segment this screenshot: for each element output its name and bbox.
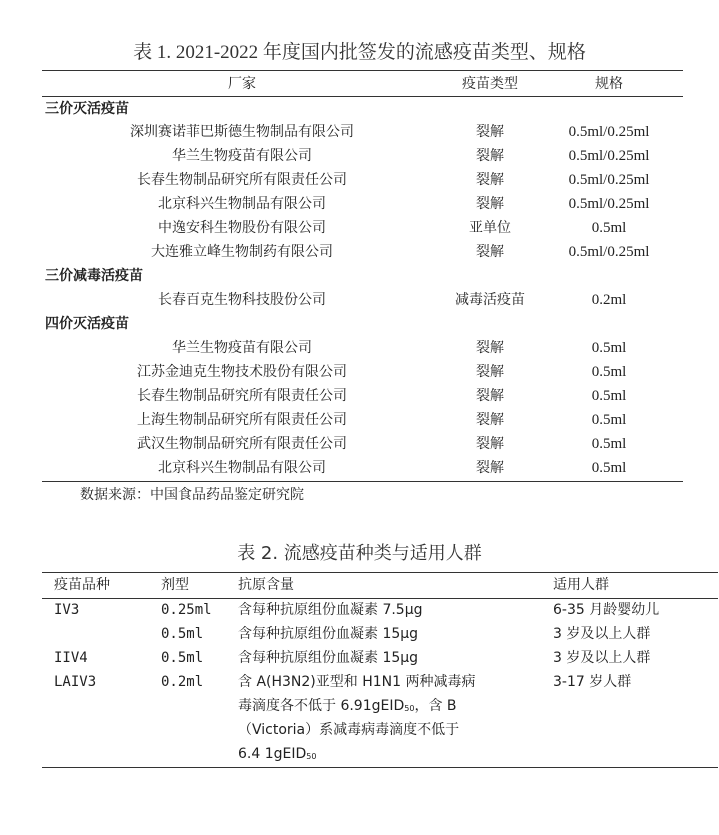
table1-cell-maker: 北京科兴生物制品有限公司 bbox=[158, 196, 326, 212]
antigen-line-text: 6.4 1gEID bbox=[238, 746, 307, 762]
table1-cell-maker: 江苏金迪克生物技术股份有限公司 bbox=[137, 364, 347, 380]
table1-group-title: 三价减毒活疫苗 bbox=[45, 268, 143, 284]
table1-cell-type: 裂解 bbox=[476, 460, 504, 476]
table1-cell-maker: 华兰生物疫苗有限公司 bbox=[172, 148, 312, 164]
table1-cell-type: 裂解 bbox=[476, 244, 504, 260]
table1-cell-spec: 0.5ml bbox=[591, 388, 627, 404]
antigen-subscript: 50 bbox=[306, 752, 317, 761]
table1-cell-type: 裂解 bbox=[476, 172, 504, 188]
table2-cell-population: 3 岁及以上人群 bbox=[553, 626, 651, 642]
table1-cell-type: 裂解 bbox=[476, 388, 504, 404]
table1-cell-maker: 长春百克生物科技股份公司 bbox=[158, 292, 326, 308]
table2-cell-population: 3-17 岁人群 bbox=[553, 674, 632, 690]
table1-cell-type: 裂解 bbox=[476, 148, 504, 164]
table1-cell-maker: 北京科兴生物制品有限公司 bbox=[158, 460, 326, 476]
table1-cell-type: 裂解 bbox=[476, 436, 504, 452]
table1-cell-type: 减毒活疫苗 bbox=[455, 292, 525, 308]
table2-title: 表 2. 流感疫苗种类与适用人群 bbox=[237, 543, 482, 564]
antigen-line-tail: ，含 B bbox=[414, 698, 457, 714]
table1-cell-spec: 0.5ml/0.25ml bbox=[568, 244, 650, 260]
table1-source-note: 数据来源：中国食品药品鉴定研究院 bbox=[80, 487, 304, 503]
table1-top-rule bbox=[42, 70, 683, 71]
antigen-subscript: 50 bbox=[404, 704, 415, 713]
table1-title: 表 1. 2021-2022 年度国内批签发的流感疫苗类型、规格 bbox=[133, 42, 586, 63]
table2-cell-variety: LAIV3 bbox=[54, 674, 97, 690]
table1-cell-spec: 0.5ml bbox=[591, 412, 627, 428]
table2-header-dose: 剂型 bbox=[161, 577, 189, 593]
table1-header-type: 疫苗类型 bbox=[462, 76, 518, 92]
table2-cell-dose: 0.2ml bbox=[161, 674, 204, 690]
table2-cell-variety: IIV4 bbox=[54, 650, 88, 666]
table1-group-title: 三价灭活疫苗 bbox=[45, 101, 129, 117]
table2-header-antigen: 抗原含量 bbox=[238, 577, 294, 593]
table2-cell-antigen-line bbox=[238, 744, 316, 767]
table2-cell-antigen: 含每种抗原组份血凝素 15μg bbox=[238, 626, 419, 642]
table1-cell-maker: 武汉生物制品研究所有限责任公司 bbox=[137, 436, 347, 452]
table1-cell-type: 裂解 bbox=[476, 124, 504, 140]
table1-cell-type: 裂解 bbox=[476, 340, 504, 356]
table2-cell-antigen-line bbox=[238, 696, 457, 719]
table1-cell-maker: 长春生物制品研究所有限责任公司 bbox=[137, 172, 347, 188]
table1-cell-maker: 大连雅立峰生物制药有限公司 bbox=[151, 244, 333, 260]
antigen-line-text: 毒滴度各不低于 6.91gEID bbox=[238, 698, 405, 714]
table1-cell-maker: 上海生物制品研究所有限责任公司 bbox=[137, 412, 347, 428]
table1-header-maker: 厂家 bbox=[228, 76, 256, 92]
table2-cell-antigen-line: 含 A(H3N2)亚型和 H1N1 两种减毒病 bbox=[238, 674, 476, 690]
table2-top-rule bbox=[42, 572, 718, 573]
table1-cell-spec: 0.5ml/0.25ml bbox=[568, 172, 650, 188]
table1-cell-spec: 0.5ml bbox=[591, 340, 627, 356]
table1-cell-spec: 0.2ml bbox=[591, 292, 627, 308]
table2-cell-antigen: 含每种抗原组份血凝素 7.5μg bbox=[238, 602, 423, 618]
table2-header-rule bbox=[42, 598, 718, 599]
table1-cell-maker: 华兰生物疫苗有限公司 bbox=[172, 340, 312, 356]
table1-cell-maker: 中逸安科生物股份有限公司 bbox=[158, 220, 326, 236]
table1-cell-type: 裂解 bbox=[476, 364, 504, 380]
table2-cell-dose: 0.5ml bbox=[161, 650, 204, 666]
table1-header-spec: 规格 bbox=[595, 76, 623, 92]
table2-bottom-rule bbox=[42, 767, 718, 768]
table2-cell-dose: 0.5ml bbox=[161, 626, 204, 642]
table1-cell-type: 裂解 bbox=[476, 196, 504, 212]
table1-cell-type: 亚单位 bbox=[469, 220, 511, 236]
table2-cell-population: 3 岁及以上人群 bbox=[553, 650, 651, 666]
table1-cell-spec: 0.5ml bbox=[591, 364, 627, 380]
table2-cell-variety: IV3 bbox=[54, 602, 80, 618]
table1-cell-spec: 0.5ml bbox=[591, 436, 627, 452]
table1-header-rule bbox=[42, 96, 683, 97]
table1-cell-spec: 0.5ml bbox=[591, 460, 627, 476]
table2-cell-antigen-line: （Victoria）系减毒病毒滴度不低于 bbox=[238, 722, 460, 738]
table1-cell-spec: 0.5ml/0.25ml bbox=[568, 148, 650, 164]
table2-header-population: 适用人群 bbox=[553, 577, 609, 593]
table1-cell-spec: 0.5ml bbox=[591, 220, 627, 236]
table2-cell-antigen: 含每种抗原组份血凝素 15μg bbox=[238, 650, 419, 666]
table2-header-variety: 疫苗品种 bbox=[54, 577, 110, 593]
table1-cell-type: 裂解 bbox=[476, 412, 504, 428]
table1-cell-maker: 深圳赛诺菲巴斯德生物制品有限公司 bbox=[130, 124, 354, 140]
table1-group-title: 四价灭活疫苗 bbox=[45, 316, 129, 332]
table1-cell-maker: 长春生物制品研究所有限责任公司 bbox=[137, 388, 347, 404]
table2-cell-population: 6-35 月龄婴幼儿 bbox=[553, 602, 660, 618]
table1-cell-spec: 0.5ml/0.25ml bbox=[568, 196, 650, 212]
table1-cell-spec: 0.5ml/0.25ml bbox=[568, 124, 650, 140]
table1-bottom-rule bbox=[42, 481, 683, 482]
table2-cell-dose: 0.25ml bbox=[161, 602, 212, 618]
